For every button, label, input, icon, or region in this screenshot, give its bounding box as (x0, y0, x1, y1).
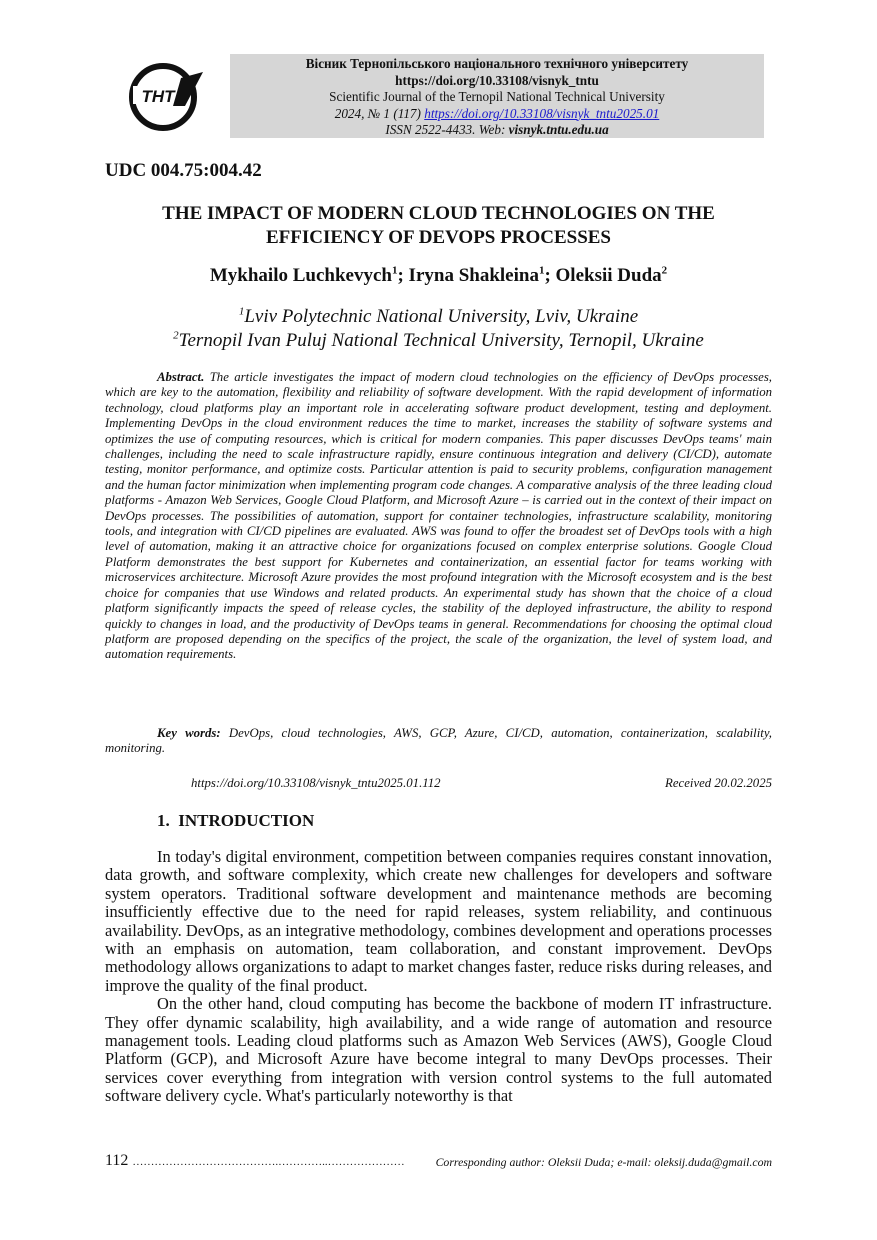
journal-title-ua: Вісник Тернопільського національного технічного університету (305, 56, 689, 71)
issn-text: ISSN 2522-4433. Web: (385, 122, 509, 137)
author-2-affil: 1 (538, 264, 545, 277)
body-text (105, 848, 772, 1106)
page-footer (105, 1152, 772, 1170)
affiliation-1-mark: 1 (238, 305, 245, 318)
authors (105, 265, 772, 287)
abstract-text: The article investigates the impact of modern cloud technologies on the efficiency of DevOps processes, which are key to the automation, flexibility and reliability of software development. With the rapid development of information technology, cloud platforms play an important role in accelerating software product development, testing and deployment. Implementing DevOps in the cloud environment reduces the time to market, increases the stability of software systems and optimizes the use of computing resources, which is critical for modern companies. This paper discusses DevOps teams' main challenges, including the need to scale infrastructure rapidly, ensure continuous integration and delivery (CI/CD), automate testing, monitor performance, and optimize costs. Particular attention is paid to security problems, configuration management and the human factor minimization when implementing program code changes. A comparative analysis of the three leading cloud platforms - Amazon Web Services, Google Cloud Platform, and Microsoft Azure – is carried out in the context of their impact on DevOps processes. The possibilities of automation, support for container technologies, infrastructure scalability, monitoring tools, and integration with CI/CD pipelines are evaluated. AWS was found to offer the broadest set of DevOps tools with a high level of automation, making it an attractive choice for organizations focused on complex enterprise solutions. Google Cloud Platform demonstrates the best support for Kubernetes and containerization, an essential factor for teams working with microservices architecture. Microsoft Azure provides the most profound integration with the Microsoft ecosystem and is the best choice for companies that use Windows and related products. An experimental study has shown that the choice of a cloud platform significantly impacts the speed of release cycles, the stability of the deployed infrastructure, the ability to respond quickly to changes in load, and the productivity of DevOps teams in general. Recommendations for choosing the optimal cloud platform are proposed depending on the specifics of the project, the scale of the organization, the level of system load, and automation requirements. (105, 370, 772, 662)
paper-title (105, 202, 772, 250)
author-1-affil: 1 (391, 264, 398, 277)
journal-doi: https://doi.org/10.33108/visnyk_tntu (395, 72, 599, 88)
author-1: Mykhailo Luchkevych (209, 265, 392, 286)
section-title: INTRODUCTION (178, 811, 315, 830)
author-3-affil: 2 (661, 264, 668, 277)
received-date: Received 20.02.2025 (665, 776, 772, 790)
page-number: 112 (105, 1152, 129, 1169)
title-line-1: THE IMPACT OF MODERN CLOUD TECHNOLOGIES ON THE (162, 203, 715, 224)
journal-web: visnyk.tntu.edu.ua (508, 122, 609, 137)
title-line-2: EFFICIENCY OF DEVOPS PROCESSES (265, 227, 611, 248)
issn-line (230, 122, 764, 139)
affiliation-1 (105, 305, 772, 329)
abstract-label: Abstract. (157, 370, 205, 384)
paragraph: On the other hand, cloud computing has become the backbone of modern IT infrastructure. They offer dynamic scalability, high availability, and a wide range of automation and resource management tools. Leading cloud platforms such as Amazon Web Services (AWS), Google Cloud Platform (GCP), and Microsoft Azure have become integral to many DevOps processes. Their services cover everything from integration with version control systems to the full automated software delivery cycle. What's particularly noteworthy is that (105, 994, 772, 1106)
section-heading (157, 811, 314, 831)
corresponding-author: Corresponding author: Oleksii Duda; e-mail: oleksij.duda@gmail.com (435, 1155, 772, 1169)
abstract (105, 370, 772, 663)
author-sep: ; (397, 265, 409, 286)
journal-logo (125, 62, 207, 132)
journal-header (230, 54, 764, 138)
keywords-text: DevOps, cloud technologies, AWS, GCP, Azure, CI/CD, automation, containerization, scalability, monitoring. (105, 726, 772, 756)
keywords (105, 726, 772, 757)
issue-number: 2024, № 1 (117) (334, 105, 425, 121)
affiliation-2 (105, 329, 772, 353)
author-2: Iryna Shakleina (408, 265, 539, 286)
footer-dots: ………………………………….…………..………………… (132, 1156, 405, 1168)
issue-doi-link[interactable]: https://doi.org/10.33108/visnyk_tntu2025.01 (424, 105, 660, 121)
author-sep: ; (544, 265, 556, 286)
journal-title-en: Scientific Journal of the Ternopil National Technical University (329, 89, 665, 104)
affiliation-2-mark: 2 (173, 329, 179, 342)
issue-line (230, 106, 764, 123)
affiliations (105, 305, 772, 353)
paragraph: In today's digital environment, competition between companies requires constant innovation, data growth, and software complexity, which create new challenges for developers and software system operators. Traditional software development and maintenance methods are becoming insufficiently effective due to the need for rapid releases, system reliability, and continuous availability. DevOps, as an integrative methodology, combines development and operations processes with an emphasis on automation, team collaboration, and constant improvement. DevOps methodology allows organizations to adapt to market changes faster, reduce risks during releases, and improve the quality of the final product. (105, 847, 772, 995)
section-number: 1. (157, 811, 170, 830)
affiliation-1-text: Lviv Polytechnic National University, Lviv, Ukraine (244, 306, 639, 327)
author-3: Oleksii Duda (555, 265, 662, 286)
keywords-label: Key words: (157, 726, 221, 740)
udc-code: UDC 004.75:004.42 (105, 160, 262, 181)
article-doi[interactable]: https://doi.org/10.33108/visnyk_tntu2025.01.112 (191, 776, 441, 790)
logo-text: ТНТ (141, 87, 175, 106)
affiliation-2-text: Ternopil Ivan Puluj National Technical University, Ternopil, Ukraine (178, 330, 704, 351)
